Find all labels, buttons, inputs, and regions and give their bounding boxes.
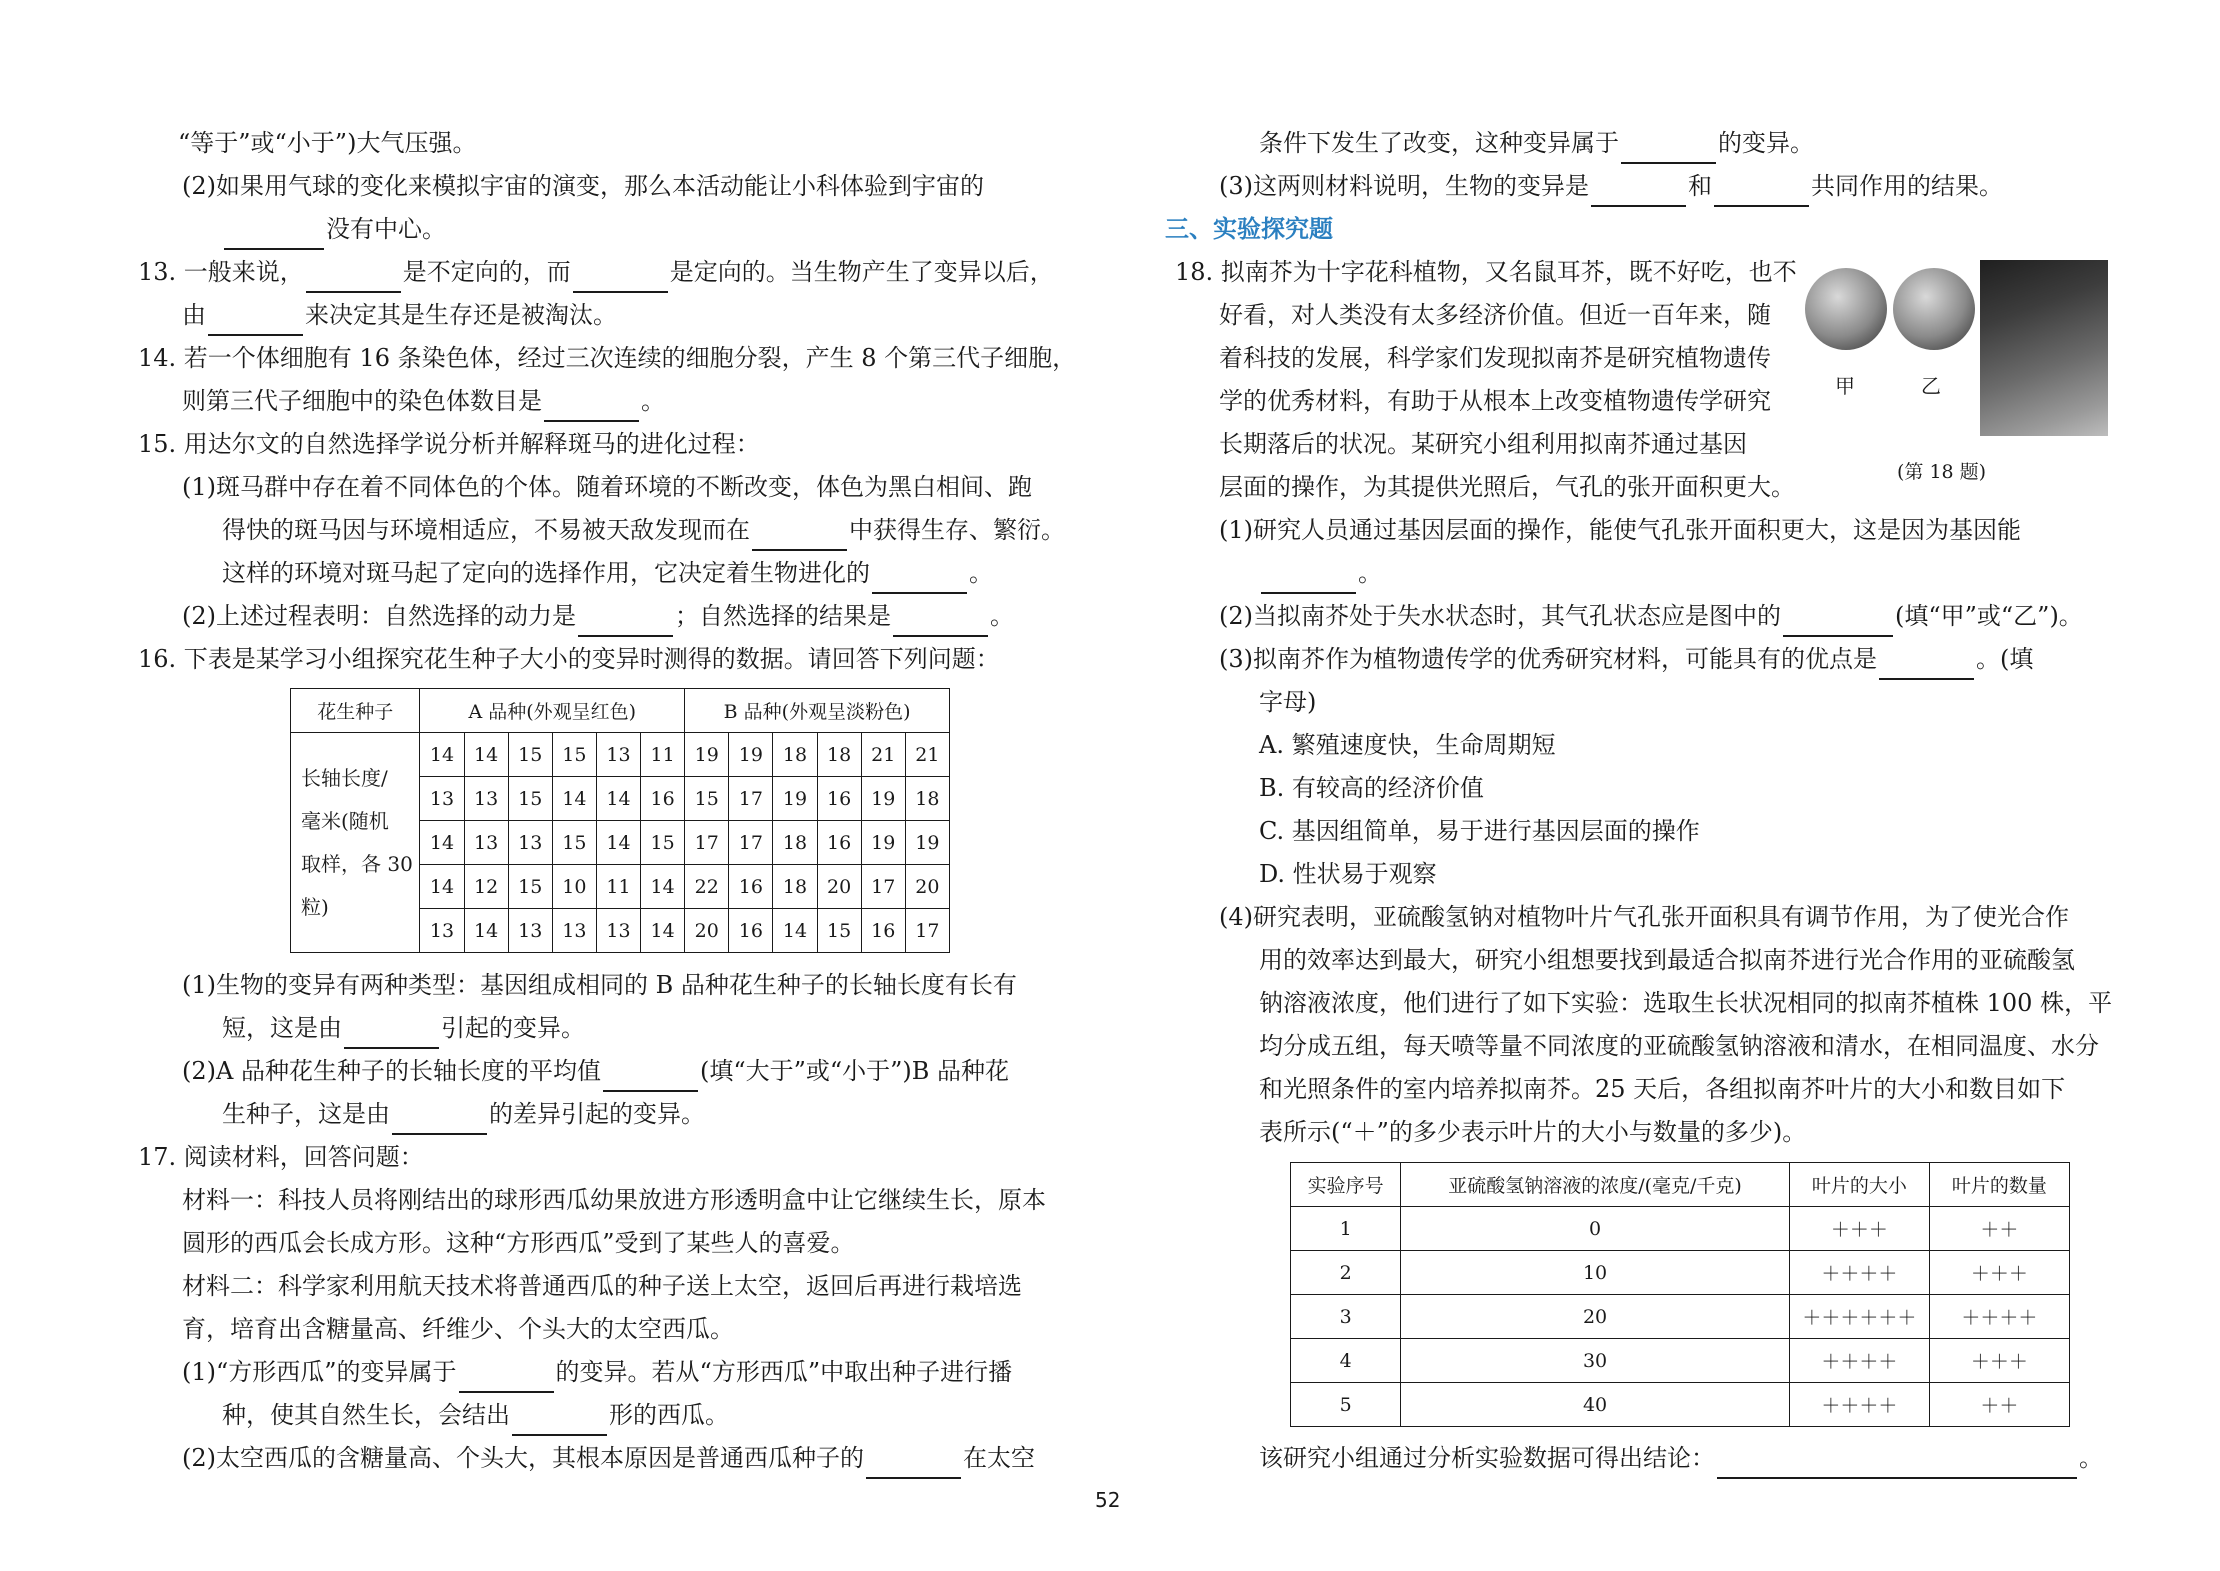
table-cell: 20 xyxy=(1401,1295,1789,1339)
option-c: C. 基因组简单，易于进行基因层面的操作 xyxy=(1259,817,1700,845)
table-cell: ＋＋＋ xyxy=(1929,1339,2069,1383)
table-cell: ＋＋＋＋ xyxy=(1789,1251,1929,1295)
answer-blank[interactable] xyxy=(573,263,668,293)
question-17-3: (3)这两则材料说明，生物的变异是 和 共同作用的结果。 xyxy=(1219,165,2003,207)
table-cell: 14 xyxy=(464,733,508,777)
table-cell: 2 xyxy=(1291,1251,1401,1295)
question-18-4-line6: 表所示(“＋”的多少表示叶片的大小与数量的多少)。 xyxy=(1259,1118,1807,1146)
table-cell: ＋＋＋ xyxy=(1789,1207,1929,1251)
question-16-2-line2: 生种子，这是由 的差异引起的变异。 xyxy=(222,1093,705,1135)
table-cell: 14 xyxy=(641,909,685,953)
question-18-4: (4)研究表明，亚硫酸氢钠对植物叶片气孔张开面积具有调节作用，为了使光合作 xyxy=(1219,903,2069,931)
question-18-4-line3: 钠溶液浓度，他们进行了如下实验：选取生长状况相同的拟南芥植株 100 株，平 xyxy=(1259,989,2113,1017)
table-cell: 16 xyxy=(641,777,685,821)
table-cell: 15 xyxy=(508,865,552,909)
table-cell: 18 xyxy=(773,865,817,909)
table-row xyxy=(1291,1383,2070,1427)
conclusion-line: 该研究小组通过分析实验数据可得出结论： 。 xyxy=(1259,1437,2103,1479)
table-cell: 13 xyxy=(508,821,552,865)
question-18-4-line4: 均分成五组，每天喷等量不同浓度的亚硫酸氢钠溶液和清水，在相同温度、水分 xyxy=(1259,1032,2099,1060)
table-cell: ＋＋＋＋＋＋ xyxy=(1789,1295,1929,1339)
table-cell: 10 xyxy=(1401,1251,1789,1295)
table-header-cell: 亚硫酸氢钠溶液的浓度/(毫克/千克) xyxy=(1401,1163,1789,1207)
table-cell: 5 xyxy=(1291,1383,1401,1427)
table-header-cell: 实验序号 xyxy=(1291,1163,1401,1207)
table-cell: 16 xyxy=(817,821,861,865)
question-13: 13. 一般来说， 是不定向的，而 是定向的。当生物产生了变异以后， xyxy=(138,251,1054,293)
q12-2-line: (2)如果用气球的变化来模拟宇宙的演变，那么本活动能让小科体验到宇宙的 xyxy=(182,172,984,200)
table-cell: 16 xyxy=(729,865,773,909)
question-18-4-line5: 和光照条件的室内培养拟南芥。25 天后，各组拟南芥叶片的大小和数目如下 xyxy=(1259,1075,2066,1103)
question-18-1-line2: 。 xyxy=(1259,552,1382,594)
answer-blank[interactable] xyxy=(578,607,673,637)
table-cell: 18 xyxy=(817,733,861,777)
answer-blank[interactable] xyxy=(208,306,303,336)
section-title: 三、实验探究题 xyxy=(1165,215,1333,243)
option-a: A. 繁殖速度快，生命周期短 xyxy=(1259,731,1556,759)
table-cell: 15 xyxy=(508,777,552,821)
answer-blank[interactable] xyxy=(1261,564,1356,594)
table-cell: 14 xyxy=(641,865,685,909)
question-16: 16. 下表是某学习小组探究花生种子大小的变异时测得的数据。请回答下列问题： xyxy=(138,645,1000,673)
table-header-cell: 花生种子 xyxy=(291,689,420,733)
q12-line-end: “等于”或“小于”)大气压强。 xyxy=(178,129,477,157)
table-header-cell: 叶片的数量 xyxy=(1929,1163,2069,1207)
table-cell: 17 xyxy=(905,909,949,953)
question-15-2: (2)上述过程表明：自然选择的动力是 ；自然选择的结果是 。 xyxy=(182,595,1014,637)
table-cell: 18 xyxy=(773,733,817,777)
answer-blank[interactable] xyxy=(224,220,324,250)
answer-blank[interactable] xyxy=(1714,177,1809,207)
table-cell: 12 xyxy=(464,865,508,909)
question-16-1-line2: 短，这是由 引起的变异。 xyxy=(222,1007,585,1049)
answer-blank[interactable] xyxy=(1879,650,1974,680)
table-cell: 14 xyxy=(596,821,640,865)
question-14: 14. 若一个体细胞有 16 条染色体，经过三次连续的细胞分裂，产生 8 个第三代子细胞， xyxy=(138,344,1077,372)
table-cell: 1 xyxy=(1291,1207,1401,1251)
stoma-jia-image xyxy=(1805,268,1887,350)
table-cell: 14 xyxy=(420,733,464,777)
answer-blank[interactable] xyxy=(1783,607,1893,637)
table-cell: 22 xyxy=(685,865,729,909)
question-15-1-line2: 得快的斑马因与环境相适应，不易被天敌发现而在 中获得生存、繁衍。 xyxy=(222,509,1065,551)
answer-blank[interactable] xyxy=(1621,134,1716,164)
table-cell: ＋＋ xyxy=(1929,1207,2069,1251)
table-cell: 20 xyxy=(817,865,861,909)
question-15: 15. 用达尔文的自然选择学说分析并解释斑马的进化过程： xyxy=(138,430,760,458)
table-row xyxy=(1291,1251,2070,1295)
table-cell: 16 xyxy=(817,777,861,821)
table-cell: 14 xyxy=(420,865,464,909)
table-cell: 19 xyxy=(861,777,905,821)
question-15-1: (1)斑马群中存在着不同体色的个体。随着环境的不断改变，体色为黑白相间、跑 xyxy=(182,473,1032,501)
table-row xyxy=(1291,1295,2070,1339)
table-cell: 18 xyxy=(905,777,949,821)
question-18-line2: 好看，对人类没有太多经济价值。但近一百年来，随 xyxy=(1219,301,1771,329)
peanut-seed-table xyxy=(290,688,950,953)
figure-label-yi: 乙 xyxy=(1921,374,1941,398)
question-16-1: (1)生物的变异有两种类型：基因组成相同的 B 品种花生种子的长轴长度有长有 xyxy=(182,971,1017,999)
answer-blank[interactable] xyxy=(306,263,401,293)
table-header-cell: 叶片的大小 xyxy=(1789,1163,1929,1207)
question-18: 18. 拟南芥为十字花科植物，又名鼠耳芥，既不好吃，也不 xyxy=(1175,258,1797,286)
table-cell: 13 xyxy=(420,777,464,821)
table-cell: 15 xyxy=(552,733,596,777)
answer-blank[interactable] xyxy=(392,1105,487,1135)
table-cell: 13 xyxy=(596,909,640,953)
table-cell: 20 xyxy=(905,865,949,909)
question-15-1-line3: 这样的环境对斑马起了定向的选择作用，它决定着生物进化的 。 xyxy=(222,552,993,594)
table-cell: 16 xyxy=(861,909,905,953)
table-cell: 3 xyxy=(1291,1295,1401,1339)
table-cell: 21 xyxy=(861,733,905,777)
question-18-3: (3)拟南芥作为植物遗传学的优秀研究材料，可能具有的优点是 。(填 xyxy=(1219,638,2033,680)
table-header-cell: B 品种(外观呈淡粉色) xyxy=(685,689,950,733)
table-cell: 0 xyxy=(1401,1207,1789,1251)
table-cell: 17 xyxy=(685,821,729,865)
question-17-2: (2)太空西瓜的含糖量高、个头大，其根本原因是普通西瓜种子的 在太空 xyxy=(182,1437,1035,1479)
answer-blank[interactable] xyxy=(866,1449,961,1479)
question-18-line6: 层面的操作，为其提供光照后，气孔的张开面积更大。 xyxy=(1219,473,1795,501)
table-cell: 16 xyxy=(729,909,773,953)
table-cell: ＋＋＋＋ xyxy=(1789,1383,1929,1427)
table-cell: 19 xyxy=(905,821,949,865)
question-18-1: (1)研究人员通过基因层面的操作，能使气孔张开面积更大，这是因为基因能 xyxy=(1219,516,2021,544)
table-cell: 17 xyxy=(861,865,905,909)
material-2-line2: 育，培育出含糖量高、纤维少、个头大的太空西瓜。 xyxy=(182,1315,734,1343)
question-13-line2: 由 来决定其是生存还是被淘汰。 xyxy=(182,294,617,336)
question-18-line5: 长期落后的状况。某研究小组利用拟南芥通过基因 xyxy=(1219,430,1747,458)
answer-blank[interactable] xyxy=(893,607,988,637)
table-cell: 14 xyxy=(420,821,464,865)
table-header-row xyxy=(291,689,950,733)
table-cell: ＋＋＋＋ xyxy=(1929,1295,2069,1339)
table-cell: 17 xyxy=(729,777,773,821)
table-cell: 13 xyxy=(508,909,552,953)
sodium-bisulfite-table xyxy=(1290,1162,2070,1427)
table-cell: 21 xyxy=(905,733,949,777)
figure-label-jia: 甲 xyxy=(1835,374,1855,398)
answer-blank[interactable] xyxy=(544,392,639,422)
q17-2-continued: 条件下发生了改变，这种变异属于 的变异。 xyxy=(1259,122,1814,164)
table-cell: 40 xyxy=(1401,1383,1789,1427)
table-cell: ＋＋ xyxy=(1929,1383,2069,1427)
table-cell: 19 xyxy=(861,821,905,865)
table-cell: 20 xyxy=(685,909,729,953)
answer-blank[interactable] xyxy=(603,1062,698,1092)
table-cell: 13 xyxy=(420,909,464,953)
table-cell: 11 xyxy=(641,733,685,777)
table-cell: 13 xyxy=(596,733,640,777)
answer-blank[interactable] xyxy=(872,564,967,594)
table-cell: 18 xyxy=(773,821,817,865)
q12-2-line2: 没有中心。 xyxy=(222,208,446,250)
question-18-2: (2)当拟南芥处于失水状态时，其气孔状态应是图中的 (填“甲”或“乙”)。 xyxy=(1219,595,2083,637)
option-b: B. 有较高的经济价值 xyxy=(1259,774,1484,802)
question-18-line4: 学的优秀材料，有助于从根本上改变植物遗传学研究 xyxy=(1219,387,1771,415)
material-2: 材料二：科学家利用航天技术将普通西瓜的种子送上太空，返回后再进行栽培选 xyxy=(182,1272,1022,1300)
table-cell: 11 xyxy=(596,865,640,909)
table-header-cell: A 品种(外观呈红色) xyxy=(420,689,685,733)
material-1: 材料一：科技人员将刚结出的球形西瓜幼果放进方形透明盒中让它继续生长，原本 xyxy=(182,1186,1046,1214)
question-18-4-line2: 用的效率达到最大，研究小组想要找到最适合拟南芥进行光合作用的亚硫酸氢 xyxy=(1259,946,2075,974)
answer-blank[interactable] xyxy=(459,1363,554,1393)
table-cell: ＋＋＋ xyxy=(1929,1251,2069,1295)
table-cell: 15 xyxy=(685,777,729,821)
figure-caption: (第 18 题) xyxy=(1897,461,1987,483)
table-cell: 15 xyxy=(552,821,596,865)
table-cell: ＋＋＋＋ xyxy=(1789,1339,1929,1383)
table-cell: 14 xyxy=(552,777,596,821)
table-row xyxy=(1291,1207,2070,1251)
question-16-2: (2)A 品种花生种子的长轴长度的平均值 (填“大于”或“小于”)B 品种花 xyxy=(182,1050,1009,1092)
row-label-cell: 长轴长度/ 毫米(随机 取样，各 30 粒) xyxy=(291,733,420,953)
table-cell: 13 xyxy=(464,777,508,821)
material-1-line2: 圆形的西瓜会长成方形。这种“方形西瓜”受到了某些人的喜爱。 xyxy=(182,1229,855,1257)
table-row xyxy=(1291,1339,2070,1383)
table-cell: 13 xyxy=(464,821,508,865)
question-14-line2: 则第三代子细胞中的染色体数目是 。 xyxy=(182,380,665,422)
table-cell: 19 xyxy=(729,733,773,777)
table-cell: 30 xyxy=(1401,1339,1789,1383)
table-cell: 4 xyxy=(1291,1339,1401,1383)
question-18-line3: 着科技的发展，科学家们发现拟南芥是研究植物遗传 xyxy=(1219,344,1771,372)
answer-blank[interactable] xyxy=(1591,177,1686,207)
question-18-3-line2: 字母) xyxy=(1259,688,1317,716)
option-d: D. 性状易于观察 xyxy=(1259,860,1437,888)
question-17-1: (1)“方形西瓜”的变异属于 的变异。若从“方形西瓜”中取出种子进行播 xyxy=(182,1351,1012,1393)
table-cell: 14 xyxy=(464,909,508,953)
table-cell: 13 xyxy=(552,909,596,953)
table-cell: 15 xyxy=(508,733,552,777)
question-17: 17. 阅读材料，回答问题： xyxy=(138,1143,424,1171)
table-row xyxy=(291,733,950,777)
table-cell: 14 xyxy=(596,777,640,821)
answer-blank[interactable] xyxy=(752,521,847,551)
answer-blank[interactable] xyxy=(512,1406,607,1436)
table-header-row xyxy=(1291,1163,2070,1207)
table-cell: 15 xyxy=(641,821,685,865)
page-number: 52 xyxy=(1095,1488,1121,1512)
table-cell: 10 xyxy=(552,865,596,909)
question-17-1-line2: 种，使其自然生长，会结出 形的西瓜。 xyxy=(222,1394,729,1436)
arabidopsis-photo xyxy=(1980,260,2108,436)
table-cell: 17 xyxy=(729,821,773,865)
table-cell: 15 xyxy=(817,909,861,953)
stoma-yi-image xyxy=(1893,268,1975,350)
table-cell: 14 xyxy=(773,909,817,953)
table-cell: 19 xyxy=(773,777,817,821)
table-cell: 19 xyxy=(685,733,729,777)
answer-blank[interactable] xyxy=(344,1019,439,1049)
answer-blank[interactable] xyxy=(1717,1449,2077,1479)
